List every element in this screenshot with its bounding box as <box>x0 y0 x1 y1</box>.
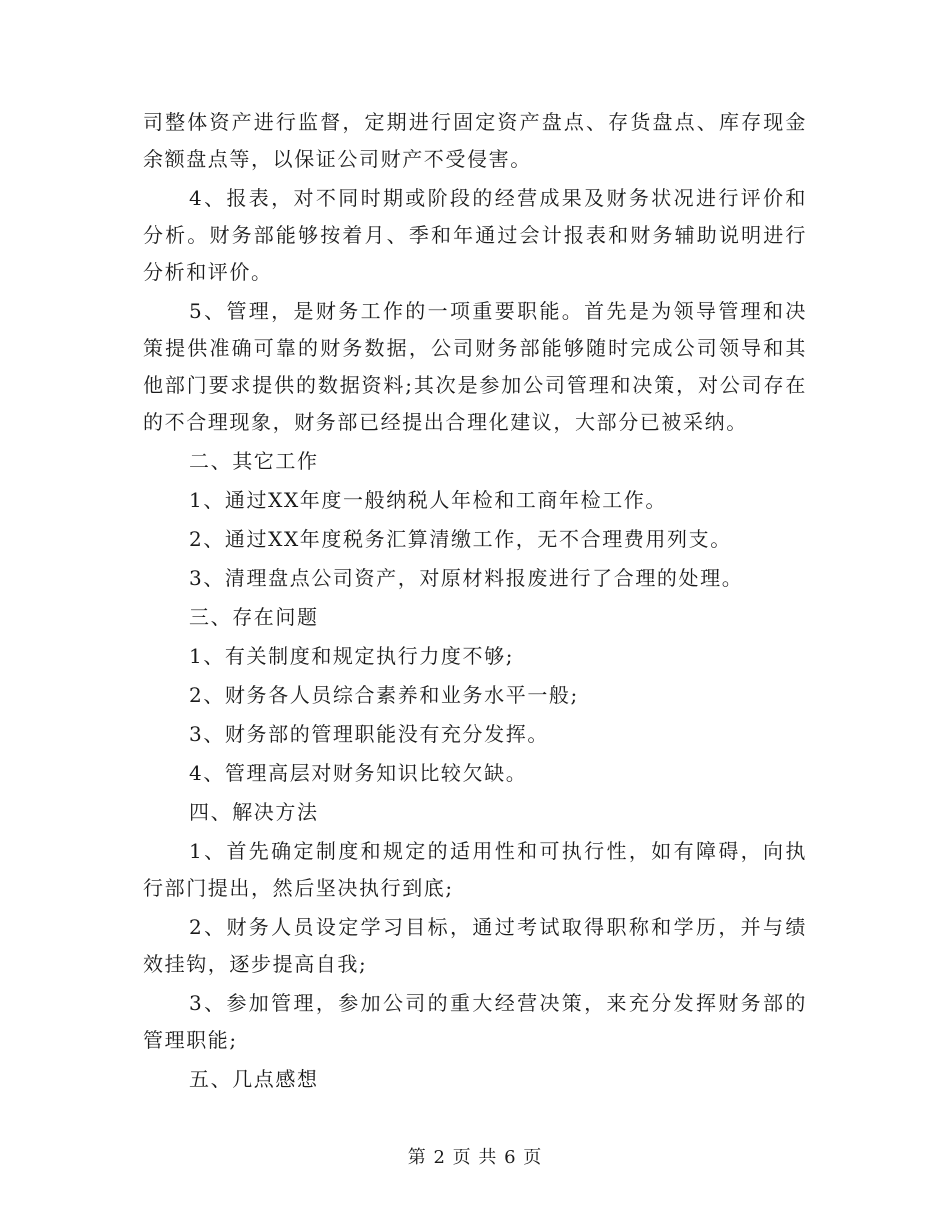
list-item: 1、通过XX年度一般纳税人年检和工商年检工作。 <box>189 488 668 512</box>
section-heading-problems: 三、存在问题 <box>189 605 319 629</box>
list-item: 1、有关制度和规定执行力度不够; <box>189 644 515 668</box>
section-heading-thoughts: 五、几点感想 <box>189 1067 319 1091</box>
list-item: 3、清理盘点公司资产，对原材料报废进行了合理的处理。 <box>189 566 744 590</box>
list-item: 4、管理高层对财务知识比较欠缺。 <box>189 761 528 785</box>
section-heading-solutions: 四、解决方法 <box>189 800 319 824</box>
paragraph-3: 5、管理，是财务工作的一项重要职能。首先是为领导管理和决策提供准确可靠的财务数据，公司财务部能够随时完成公司领导和其他部门要求提供的数据资料;其次是参加公司管理和决策，对公司存在的不合理现象，财务部已经提出合理化建议，大部分已被采纳。 <box>143 299 807 434</box>
list-item: 3、参加管理，参加公司的重大经营决策，来充分发挥财务部的管理职能; <box>143 991 807 1052</box>
list-item: 1、首先确定制度和规定的适用性和可执行性，如有障碍，向执行部门提出，然后坚决执行到底; <box>143 839 807 900</box>
document-body <box>143 104 807 1100</box>
list-item: 2、财务各人员综合素养和业务水平一般; <box>189 683 579 707</box>
page-number-footer: 第 2 页 共 6 页 <box>407 1147 543 1168</box>
paragraph-1: 司整体资产进行监督，定期进行固定资产盘点、存货盘点、库存现金余额盘点等，以保证公司财产不受侵害。 <box>143 110 807 171</box>
paragraph-2: 4、报表，对不同时期或阶段的经营成果及财务状况进行评价和分析。财务部能够按着月、季和年通过会计报表和财务辅助说明进行分析和评价。 <box>143 186 807 284</box>
list-item: 2、财务人员设定学习目标，通过考试取得职称和学历，并与绩效挂钩，逐步提高自我; <box>143 915 807 976</box>
list-item: 2、通过XX年度税务汇算清缴工作，无不合理费用列支。 <box>189 527 732 551</box>
list-item: 3、财务部的管理职能没有充分发挥。 <box>189 722 549 746</box>
section-heading-other-work: 二、其它工作 <box>189 449 319 473</box>
